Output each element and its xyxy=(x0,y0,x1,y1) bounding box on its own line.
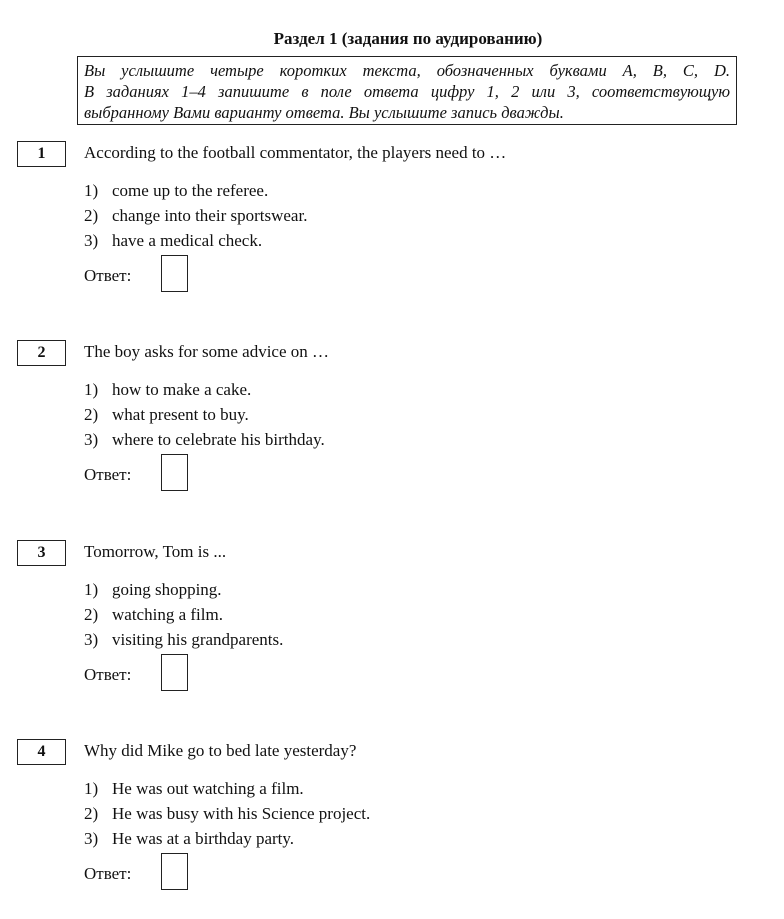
option-1 xyxy=(84,377,325,402)
option-2 xyxy=(84,203,307,228)
option-number: 1) xyxy=(84,380,99,399)
option-text: have a medical check. xyxy=(112,231,263,250)
option-number: 3) xyxy=(84,630,99,649)
option-text: come up to the referee. xyxy=(112,181,269,200)
question-2 xyxy=(0,340,784,520)
option-number: 2) xyxy=(84,804,99,823)
option-text: visiting his grandparents. xyxy=(112,630,284,649)
options-list xyxy=(84,377,325,452)
option-text: where to celebrate his birthday. xyxy=(112,430,325,449)
option-number: 1) xyxy=(84,181,99,200)
instructions-line-3: выбранному Вами варианту ответа. Вы услышите запись дважды. xyxy=(84,103,564,122)
question-number: 2 xyxy=(17,340,66,366)
answer-box[interactable] xyxy=(161,654,188,691)
section-title: Раздел 1 (задания по аудированию) xyxy=(273,29,543,48)
options-list xyxy=(84,178,307,253)
option-text: watching a film. xyxy=(112,605,223,624)
answer-label: Ответ: xyxy=(84,266,132,285)
question-text: Tomorrow, Tom is ... xyxy=(84,542,227,561)
options-list xyxy=(84,776,370,851)
option-1 xyxy=(84,577,283,602)
option-1 xyxy=(84,178,307,203)
option-3 xyxy=(84,228,307,253)
question-1 xyxy=(0,141,784,321)
option-number: 2) xyxy=(84,206,99,225)
answer-label: Ответ: xyxy=(84,465,132,484)
option-3 xyxy=(84,627,283,652)
option-number: 3) xyxy=(84,829,99,848)
option-text: change into their sportswear. xyxy=(112,206,308,225)
instructions-box xyxy=(77,56,737,125)
question-3 xyxy=(0,540,784,720)
answer-box[interactable] xyxy=(161,255,188,292)
option-2 xyxy=(84,801,370,826)
question-number: 1 xyxy=(17,141,66,167)
instructions-line-2: В заданиях 1–4 запишите в поле ответа цифру 1, 2 или 3, соответствующую xyxy=(84,82,730,101)
question-text: According to the football commentator, the players need to … xyxy=(84,143,507,162)
option-number: 3) xyxy=(84,430,99,449)
option-number: 1) xyxy=(84,580,99,599)
option-3 xyxy=(84,427,325,452)
instructions-line-1: Вы услышите четыре коротких текста, обозначенных буквами A, B, C, D. xyxy=(84,61,730,80)
question-text: Why did Mike go to bed late yesterday? xyxy=(84,741,357,760)
option-text: He was at a birthday party. xyxy=(112,829,295,848)
answer-label: Ответ: xyxy=(84,864,132,883)
option-text: what present to buy. xyxy=(112,405,249,424)
option-number: 2) xyxy=(84,605,99,624)
option-text: He was out watching a film. xyxy=(112,779,304,798)
option-number: 3) xyxy=(84,231,99,250)
question-number: 3 xyxy=(17,540,66,566)
option-2 xyxy=(84,602,283,627)
option-1 xyxy=(84,776,370,801)
answer-box[interactable] xyxy=(161,454,188,491)
answer-label: Ответ: xyxy=(84,665,132,684)
question-number: 4 xyxy=(17,739,66,765)
question-4 xyxy=(0,739,784,919)
option-3 xyxy=(84,826,370,851)
option-2 xyxy=(84,402,325,427)
option-text: how to make a cake. xyxy=(112,380,252,399)
option-number: 2) xyxy=(84,405,99,424)
option-number: 1) xyxy=(84,779,99,798)
option-text: He was busy with his Science project. xyxy=(112,804,371,823)
options-list xyxy=(84,577,283,652)
question-text: The boy asks for some advice on … xyxy=(84,342,330,361)
answer-box[interactable] xyxy=(161,853,188,890)
option-text: going shopping. xyxy=(112,580,222,599)
